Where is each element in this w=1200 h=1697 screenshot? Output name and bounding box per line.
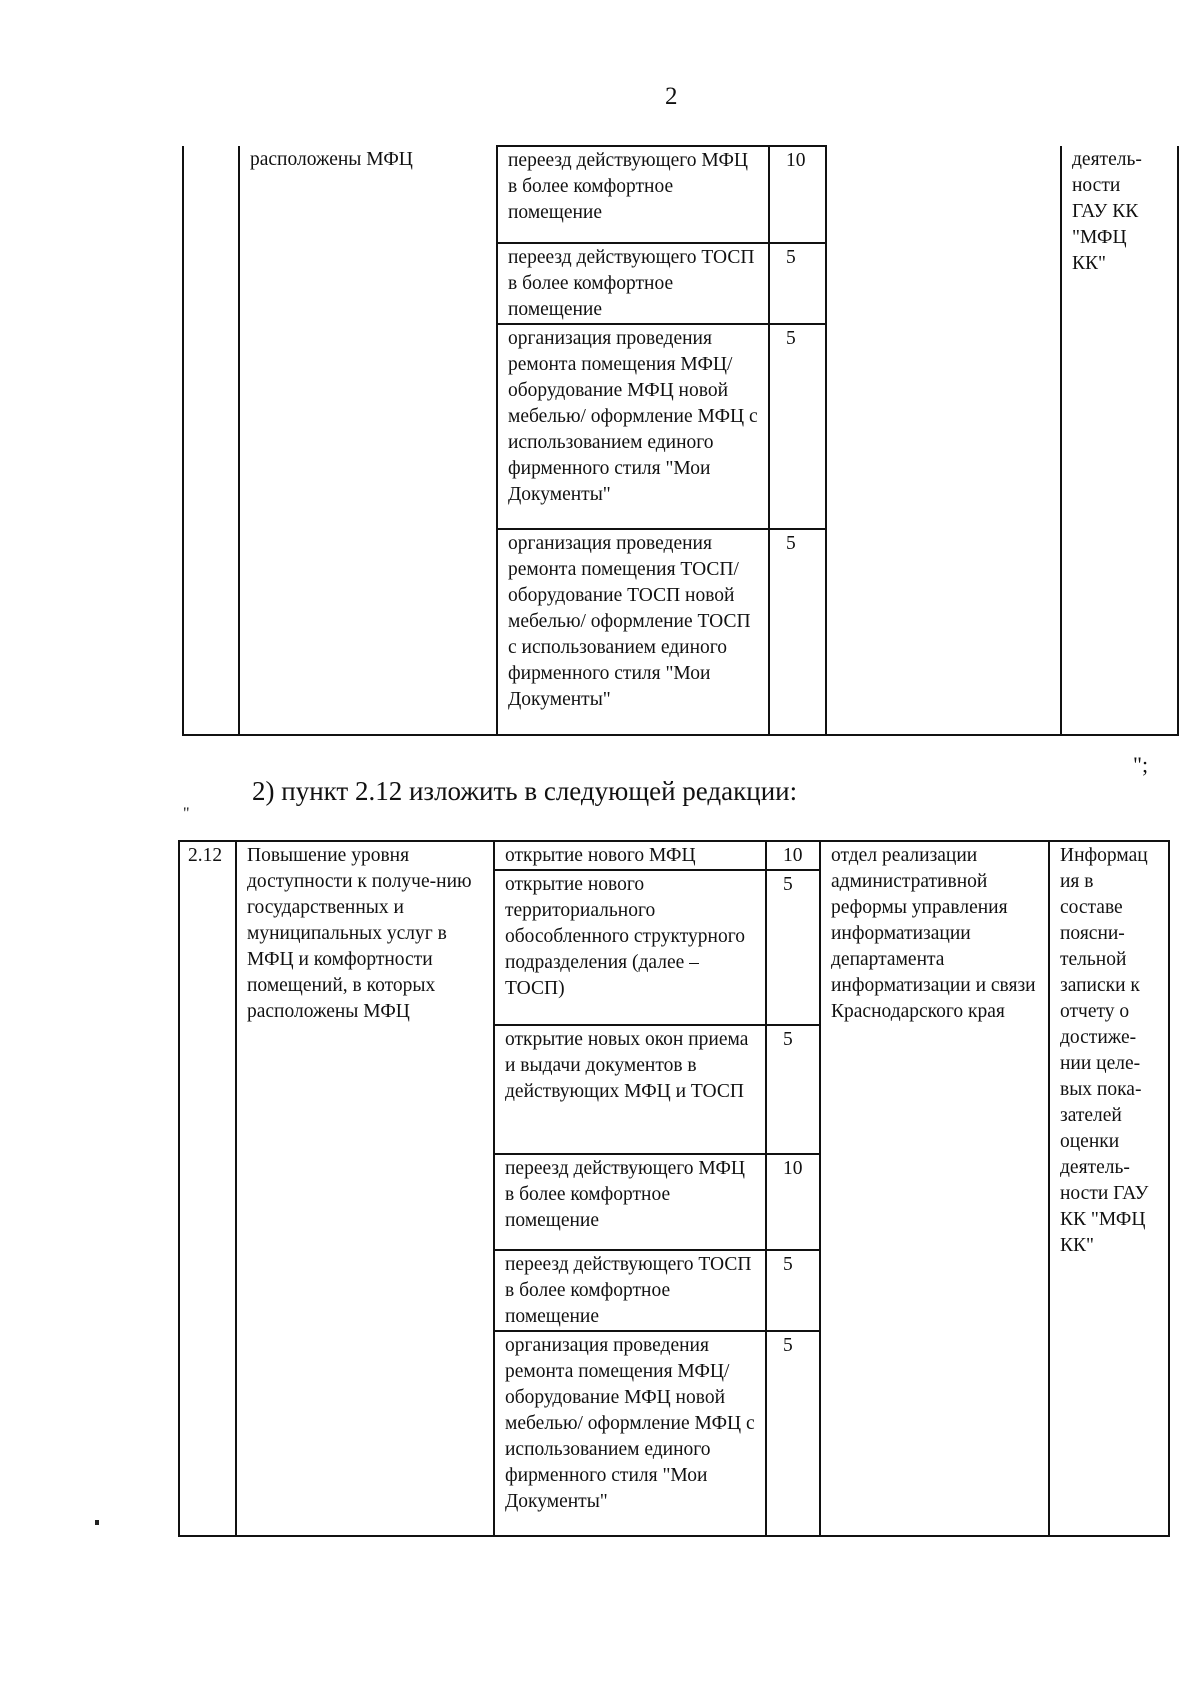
points-cell: 10 xyxy=(769,146,826,243)
points-cell: 5 xyxy=(766,1250,820,1331)
activity-cell: организация проведения ремонта помещения МФЦ/оборудование МФЦ новой мебелью/ оформление МФЦ с использованием единого фирменного стиля "Мои Документы" xyxy=(494,1331,766,1536)
number-cell xyxy=(183,146,239,735)
points-cell: 5 xyxy=(766,1025,820,1154)
criteria-table-2-12 xyxy=(178,840,1170,1537)
source-cell: деятель- ности ГАУ КК "МФЦ КК" xyxy=(1061,146,1178,735)
activity-cell: открытие нового МФЦ xyxy=(494,841,766,870)
responsible-cell: отдел реализации административной реформы управления информатизации департамента информатизации и связи Краснодарского края xyxy=(820,841,1049,1536)
points-cell: 5 xyxy=(769,324,826,529)
criteria-table-continued xyxy=(182,145,1179,736)
table-row xyxy=(183,146,1178,243)
activity-cell: переезд действующего ТОСП в более комфортное помещение xyxy=(497,243,769,324)
scan-artifact-dot xyxy=(95,1520,99,1525)
activity-cell: открытие нового территориального обособленного структурного подразделения (далее – ТОСП) xyxy=(494,870,766,1025)
amendment-paragraph: 2) пункт 2.12 изложить в следующей редакции: xyxy=(252,776,798,806)
closing-quote: "; xyxy=(1133,752,1149,777)
points-cell: 5 xyxy=(766,1331,820,1536)
points-cell: 5 xyxy=(766,870,820,1025)
opening-quote: " xyxy=(183,805,190,822)
source-cell: Информац ия в составе поясни-тельной записки к отчету о достиже-нии целе-вых пока-зателей оценки деятель-ности ГАУ КК "МФЦ КК" xyxy=(1049,841,1169,1536)
page-number: 2 xyxy=(665,83,678,110)
points-cell: 10 xyxy=(766,841,820,870)
number-cell: 2.12 xyxy=(179,841,236,1536)
points-cell: 5 xyxy=(769,529,826,735)
responsible-cell xyxy=(826,146,1061,735)
activity-cell: переезд действующего МФЦ в более комфортное помещение xyxy=(497,146,769,243)
activity-cell: открытие новых окон приема и выдачи документов в действующих МФЦ и ТОСП xyxy=(494,1025,766,1154)
activity-cell: организация проведения ремонта помещения ТОСП/оборудование ТОСП новой мебелью/ оформление ТОСП с использованием единого фирменного стиля "Мои Документы" xyxy=(497,529,769,735)
points-cell: 10 xyxy=(766,1154,820,1250)
indicator-name-cell: Повышение уровня доступности к получе-нию государственных и муниципальных услуг в МФЦ и комфортности помещений, в которых расположены МФЦ xyxy=(236,841,494,1536)
activity-cell: переезд действующего ТОСП в более комфортное помещение xyxy=(494,1250,766,1331)
activity-cell: организация проведения ремонта помещения МФЦ/оборудование МФЦ новой мебелью/ оформление МФЦ с использованием единого фирменного стиля "Мои Документы" xyxy=(497,324,769,529)
indicator-name-cell: расположены МФЦ xyxy=(239,146,497,735)
table-row xyxy=(179,841,1169,870)
points-cell: 5 xyxy=(769,243,826,324)
activity-cell: переезд действующего МФЦ в более комфортное помещение xyxy=(494,1154,766,1250)
